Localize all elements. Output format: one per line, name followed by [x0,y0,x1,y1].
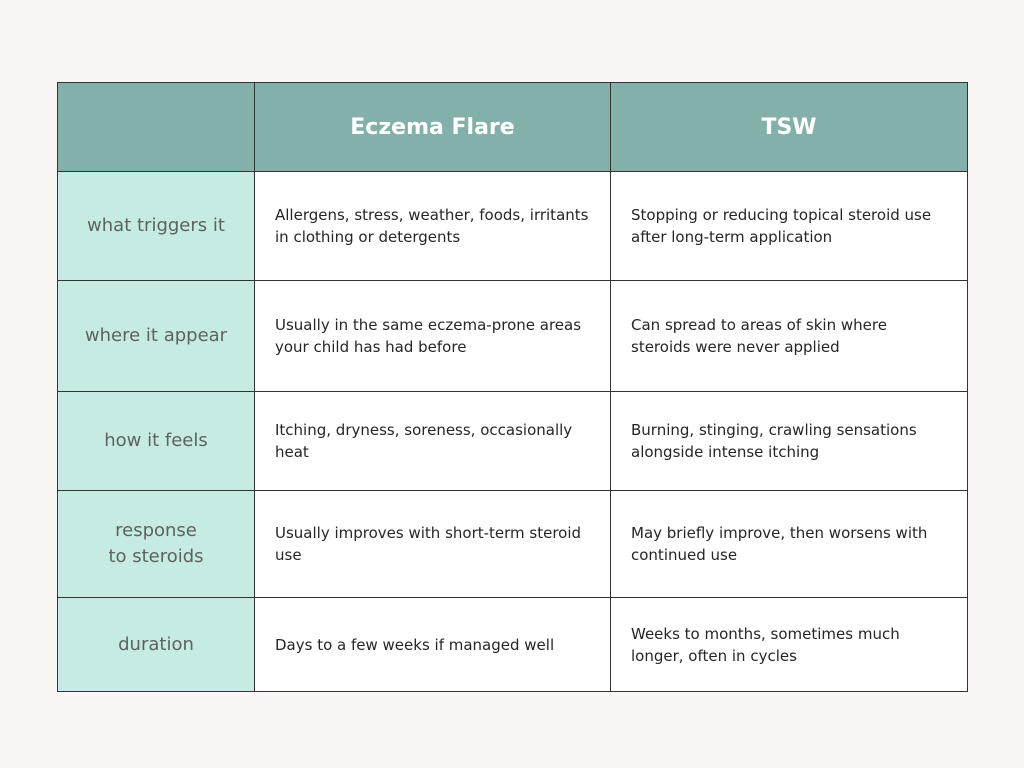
tsw-cell: Weeks to months, sometimes much longer, often in cycles [611,598,968,692]
row-label-cell [58,172,255,281]
tsw-cell: May briefly improve, then worsens with continued use [611,491,968,598]
eczema-cell: Itching, dryness, soreness, occasionally heat [255,392,611,491]
row-label: where it appear [84,325,228,346]
table-row [58,491,968,598]
tsw-cell: Burning, stinging, crawling sensations alongside intense itching [611,392,968,491]
row-label: how it feels [104,430,208,451]
row-label: duration [118,633,194,655]
table-row [58,281,968,392]
row-label: what triggers it [87,215,225,236]
tsw-cell: Stopping or reducing topical steroid use after long-term application [611,172,968,281]
header-eczema-flare: Eczema Flare [255,83,611,172]
eczema-cell: Allergens, stress, weather, foods, irritants in clothing or detergents [255,172,611,281]
comparison-table [57,82,968,692]
table-row [58,172,968,281]
header-tsw: TSW [611,83,968,172]
eczema-cell: Days to a few weeks if managed well [255,598,611,692]
row-label-cell [58,281,255,392]
header-empty-cell [58,83,255,172]
tsw-cell: Can spread to areas of skin where steroids were never applied [611,281,968,392]
row-label: response to steroids [108,520,204,567]
table-row [58,598,968,692]
header-row [58,83,968,172]
table-row [58,392,968,491]
row-label-cell [58,491,255,598]
row-label-cell [58,598,255,692]
row-label-cell [58,392,255,491]
eczema-cell: Usually in the same eczema-prone areas your child has had before [255,281,611,392]
eczema-cell: Usually improves with short-term steroid use [255,491,611,598]
